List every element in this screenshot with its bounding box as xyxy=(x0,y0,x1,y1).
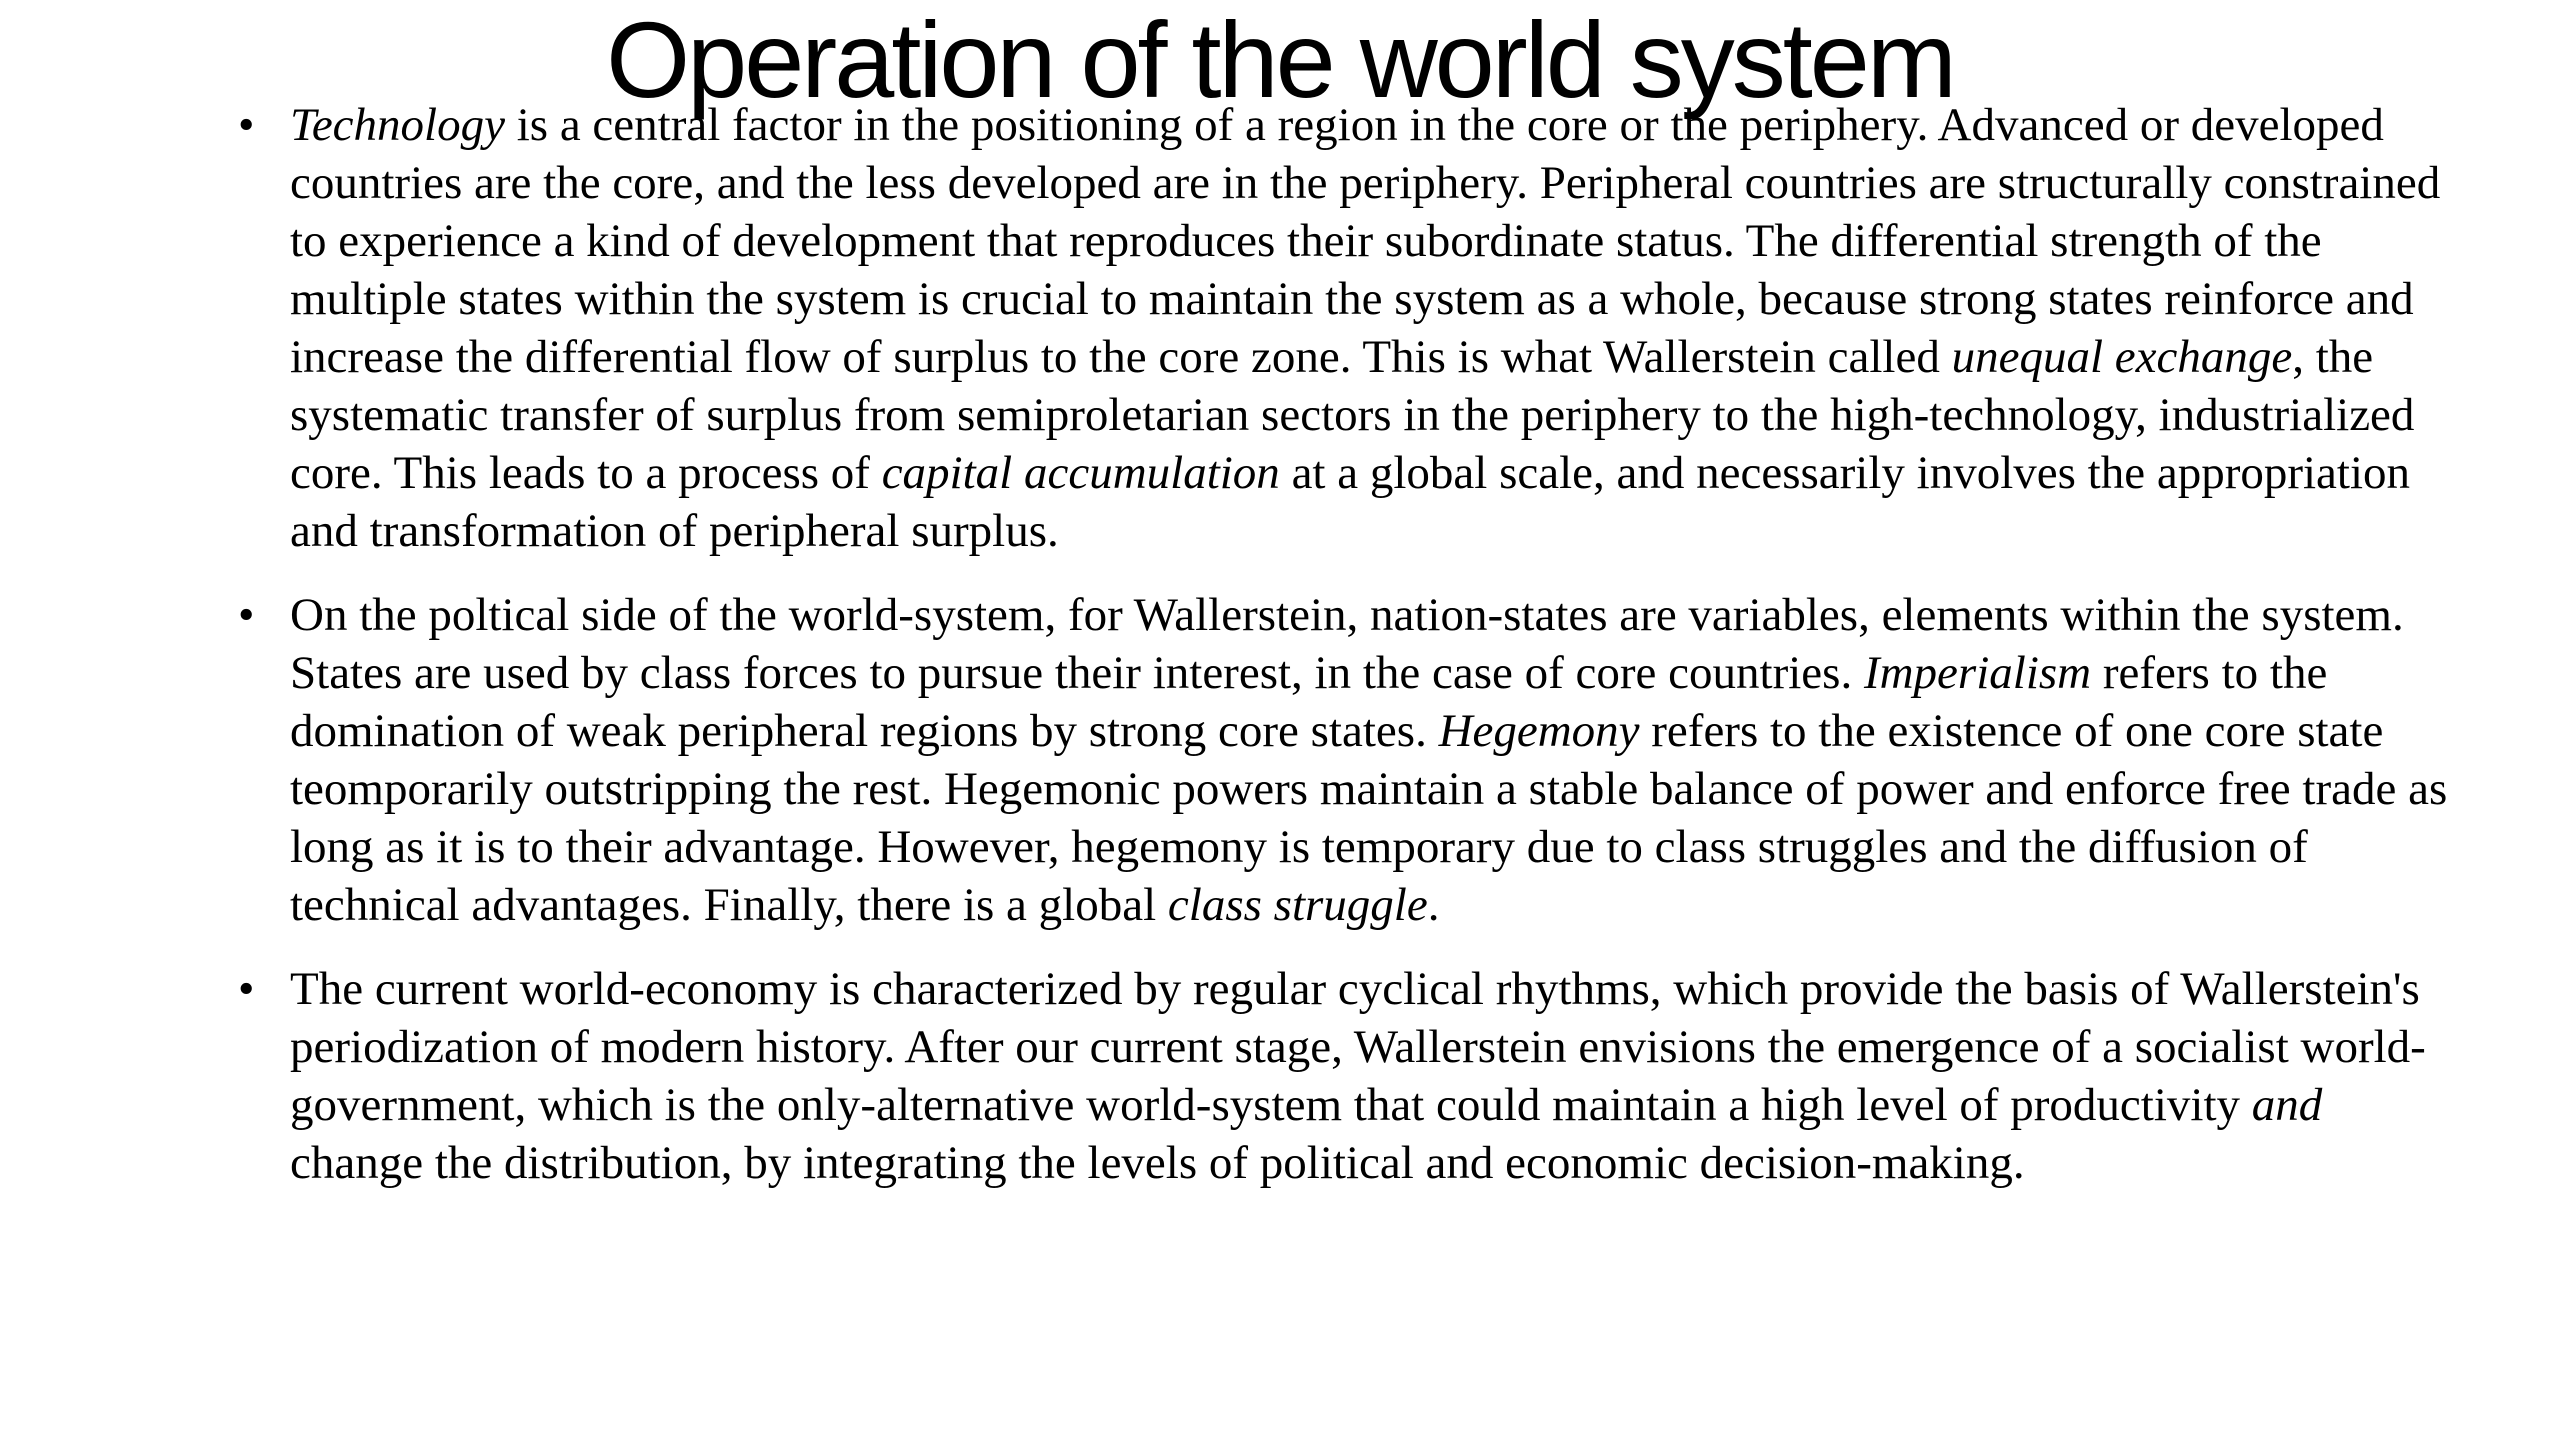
italic-term-and: and xyxy=(2251,1079,2323,1131)
text-segment: change the distribution, by integrating the levels of political and economic decision-making. xyxy=(290,1137,2025,1189)
slide-title: Operation of the world system xyxy=(606,0,1954,120)
bullet-list xyxy=(238,96,2460,1218)
bullet-item-political xyxy=(238,586,2460,934)
text-segment: On the poltical side of the world-system, for Wallerstein, nation-states are variables, elements within the system. States are used by class forces to pursue their interest, in the case of core countries. xyxy=(290,589,2404,699)
italic-term-hegemony: Hegemony xyxy=(1438,705,1640,757)
bullet-dot: • xyxy=(238,99,255,151)
text-segment: refers to the domination of weak peripheral regions by strong core states. xyxy=(290,647,2328,757)
text-segment: is a central factor in the positioning of a region in the core or the periphery. Advanced or developed countries are the core, and the less developed are in the periphery. Peripheral countries are structurally constrained to experience a kind of development that reproduces their subordinate status. The differential strength of the multiple states within the system is crucial to maintain the system as a whole, because strong states reinforce and increase the differential flow of surplus to the core zone. This is what Wallerstein called xyxy=(290,99,2441,383)
text-segment: at a global scale, and necessarily involves the appropriation and transformation of peripheral surplus. xyxy=(290,447,2411,557)
bullet-text xyxy=(290,96,2460,560)
bullet-item-world-economy xyxy=(238,960,2460,1192)
italic-term-technology: Technology xyxy=(290,99,505,151)
italic-term-imperialism: Imperialism xyxy=(1863,647,2092,699)
text-segment: . xyxy=(1427,879,1440,931)
text-segment: , the systematic transfer of surplus from semiproletarian sectors in the periphery to the high-technology, industrialized core. This leads to a process of xyxy=(290,331,2415,499)
italic-term-capital-accumulation: capital accumulation xyxy=(881,447,1280,499)
bullet-text xyxy=(290,960,2460,1192)
text-segment: The current world-economy is characterized by regular cyclical rhythms, which provide the basis of Wallerstein's periodization of modern history. After our current stage, Wallerstein envisions the emergence of a socialist world-government, which is the only-alternative world-system that could maintain a high level of productivity xyxy=(290,963,2426,1131)
italic-term-unequal-exchange: unequal exchange xyxy=(1951,331,2293,383)
bullet-text xyxy=(290,586,2460,934)
bullet-dot: • xyxy=(238,589,255,641)
italic-term-class-struggle: class struggle xyxy=(1167,879,1428,931)
bullet-dot: • xyxy=(238,963,255,1015)
text-segment: refers to the existence of one core state teomporarily outstripping the rest. Hegemonic powers maintain a stable balance of power and enforce free trade as long as it is to their advantage. However, hegemony is temporary due to class struggles and the diffusion of technical advantages. Finally, there is a global xyxy=(290,705,2448,931)
bullet-item-technology xyxy=(238,96,2460,560)
